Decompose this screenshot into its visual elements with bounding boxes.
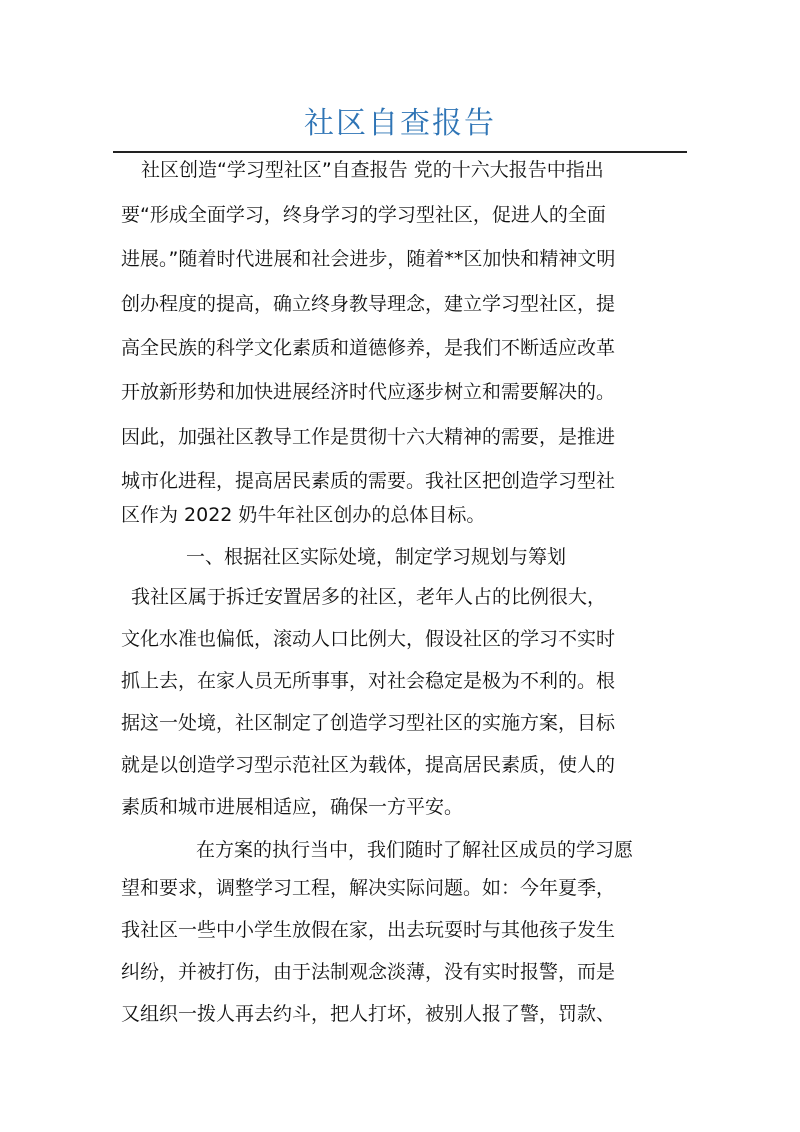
body-line: 社区创造“学习型社区”自查报告 党的十六大报告中指出 [141, 159, 604, 181]
body-line: 高全民族的科学文化素质和道德修养，是我们不断适应改革 [121, 337, 616, 359]
body-line: 又组织一拨人再去约斗，把人打坏，被别人报了警，罚款、 [121, 1003, 616, 1025]
body-line: 纠纷，并被打伤，由于法制观念淡薄，没有实时报警，而是 [121, 961, 616, 983]
body-line: 要“形成全面学习，终身学习的学习型社区，促进人的全面 [121, 204, 606, 226]
body-line: 我社区属于拆迁安置居多的社区，老年人占的比例很大， [131, 586, 607, 608]
title-divider [113, 151, 687, 153]
body-line: 我社区一些中小学生放假在家，出去玩耍时与其他孩子发生 [121, 919, 616, 941]
body-line: 城市化进程，提高居民素质的需要。我社区把创造学习型社 [121, 470, 616, 492]
body-line: 文化水准也偏低，滚动人口比例大，假设社区的学习不实时 [121, 628, 616, 650]
body-line: 创办程度的提高，确立终身教导理念，建立学习型社区，提 [121, 293, 616, 315]
body-line: 区作为 2022 奶牛年社区创办的总体目标。 [121, 504, 486, 526]
body-line: 望和要求，调整学习工程，解决实际问题。如：今年夏季， [121, 877, 616, 899]
document-title: 社区自查报告 [304, 106, 496, 141]
body-line: 抓上去，在家人员无所事事，对社会稳定是极为不利的。根 [121, 670, 616, 692]
body-line: 就是以创造学习型示范社区为载体，提高居民素质，使人的 [121, 754, 616, 776]
body-line: 素质和城市进展相适应，确保一方平安。 [121, 796, 464, 818]
body-line: 因此，加强社区教导工作是贯彻十六大精神的需要，是推进 [121, 426, 616, 448]
section-heading: 一、根据社区实际处境，制定学习规划与筹划 [186, 546, 567, 568]
body-line: 进展。”随着时代进展和社会进步，随着**区加快和精神文明 [121, 248, 616, 270]
body-line: 在方案的执行当中，我们随时了解社区成员的学习愿 [196, 839, 634, 861]
body-line: 开放新形势和加快进展经济时代应逐步树立和需要解决的。 [121, 381, 616, 403]
body-line: 据这一处境，社区制定了创造学习型社区的实施方案，目标 [121, 712, 616, 734]
